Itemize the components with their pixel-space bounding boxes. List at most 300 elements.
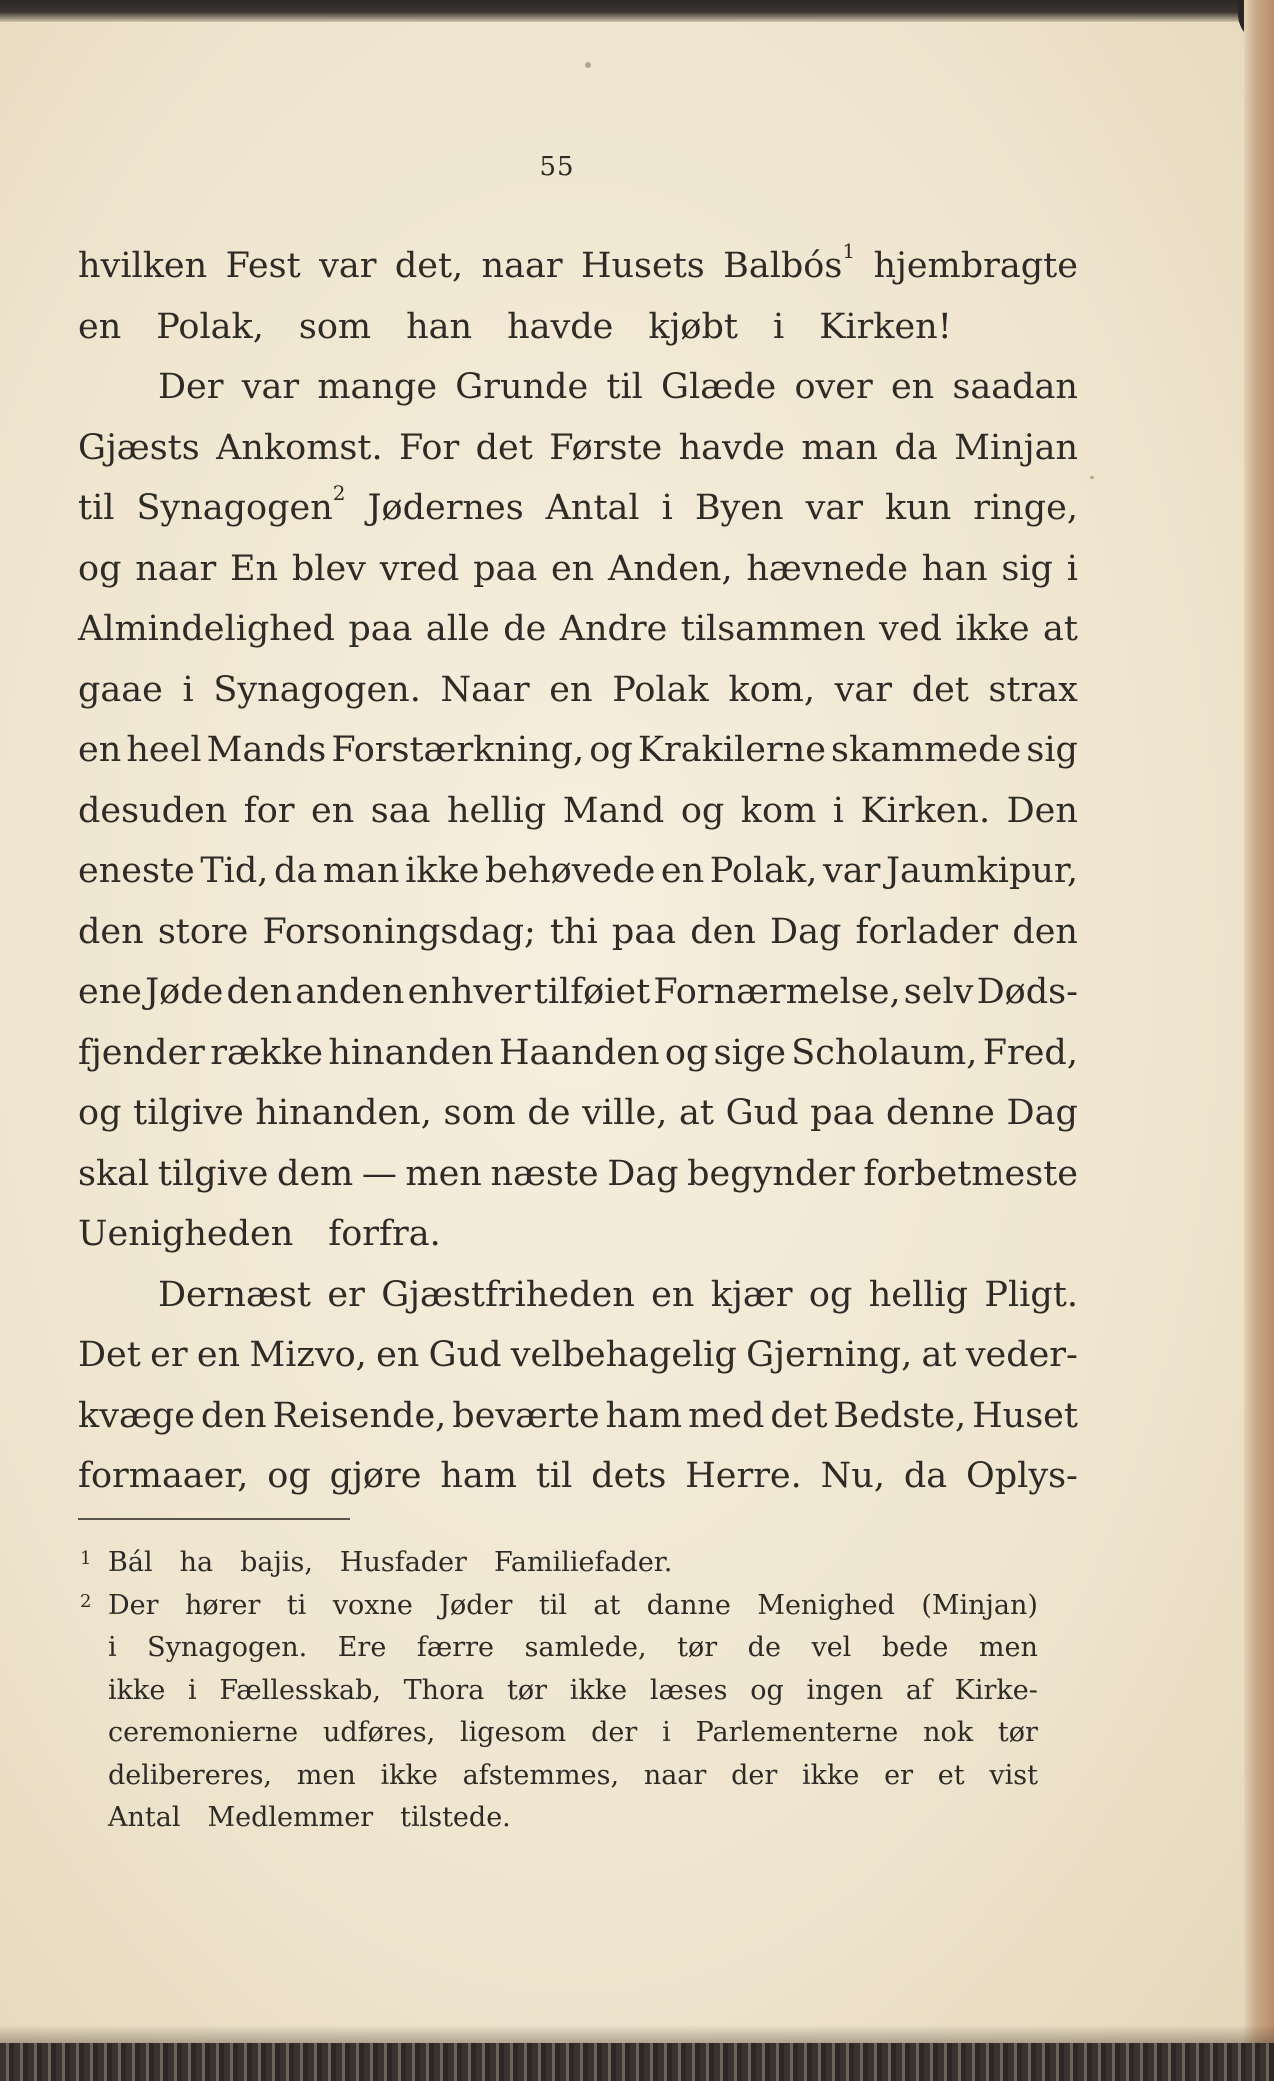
word <box>912 660 969 721</box>
word <box>226 236 301 297</box>
word-text: enhver <box>407 972 531 1012</box>
word-text: Polak, <box>156 306 264 347</box>
word-text: ikke <box>802 1759 860 1791</box>
word <box>661 357 776 418</box>
word <box>183 660 194 721</box>
word-text: Gjerning, <box>746 1335 913 1375</box>
word <box>328 1204 458 1265</box>
word-text: Menighed <box>757 1589 895 1621</box>
word <box>651 1265 694 1326</box>
word <box>966 1446 1078 1507</box>
word-text: det, <box>394 246 464 286</box>
word <box>873 236 1077 297</box>
word <box>126 720 201 781</box>
text-line <box>78 357 1078 418</box>
word-text: til <box>535 1456 573 1496</box>
word <box>371 781 431 842</box>
word <box>690 902 756 963</box>
word <box>78 781 227 842</box>
word-text: ved <box>879 609 942 649</box>
word-text: Gjæsts <box>78 427 200 468</box>
word <box>882 1627 949 1670</box>
word-text: tør <box>997 1717 1038 1748</box>
word <box>591 1712 637 1755</box>
word <box>525 1627 647 1670</box>
word-text: ti <box>286 1589 307 1621</box>
word <box>348 599 412 660</box>
word <box>1012 902 1078 963</box>
word-text: Gud <box>725 1093 799 1133</box>
word <box>490 1144 598 1205</box>
word <box>405 841 479 902</box>
word <box>714 1023 786 1084</box>
word-text: det <box>911 669 969 710</box>
word-text: kom <box>740 790 817 831</box>
word-text: han <box>921 548 988 589</box>
word <box>210 1023 323 1084</box>
word <box>922 1325 957 1386</box>
word-text: Ankomst. <box>216 427 383 468</box>
word-text: afstemmes, <box>462 1759 620 1791</box>
word <box>536 1446 572 1507</box>
word-text: bajis, <box>240 1547 313 1578</box>
word-text: thi <box>549 911 598 952</box>
word <box>606 1386 683 1447</box>
word-text: Polak <box>612 669 709 710</box>
word <box>906 1670 932 1713</box>
word <box>955 1670 1038 1713</box>
word-text: danne <box>646 1589 731 1621</box>
word <box>746 539 908 600</box>
word-text: ha <box>179 1547 214 1578</box>
word-text: i <box>182 669 194 710</box>
word-text: forlader <box>855 911 999 952</box>
word-text: alle <box>425 609 490 649</box>
word-text: hinanden, <box>255 1093 432 1133</box>
word <box>78 1204 311 1265</box>
footnote-line <box>108 1627 1038 1670</box>
word <box>1067 539 1078 600</box>
word <box>696 1712 899 1755</box>
word-text: tør <box>507 1674 548 1706</box>
word-text: Jødernes <box>367 488 524 528</box>
word <box>230 539 278 600</box>
word-text: — <box>361 1153 397 1194</box>
word-text: Antal <box>108 1802 181 1833</box>
paper-speck <box>1090 476 1094 479</box>
word-text: fjender <box>78 1032 205 1073</box>
text-line <box>78 599 1078 660</box>
word <box>856 902 999 963</box>
word-text: Mizvo, <box>249 1335 367 1375</box>
word <box>499 1023 659 1084</box>
word <box>833 1386 966 1447</box>
word-text: de <box>747 1632 781 1663</box>
word-text: til <box>78 488 115 528</box>
word-text: sig <box>1001 548 1053 589</box>
word-text: denne <box>885 1093 995 1133</box>
word-text: Gjæstfriheden <box>381 1274 635 1315</box>
word <box>972 1386 1078 1447</box>
word-text: man <box>801 427 878 468</box>
word <box>527 1083 570 1144</box>
word <box>476 418 533 479</box>
word-text: en <box>311 790 355 831</box>
word-text: ham <box>605 1395 683 1436</box>
word <box>810 1083 874 1144</box>
word <box>108 1627 117 1670</box>
word <box>188 1670 197 1713</box>
word <box>78 841 195 902</box>
word <box>726 1083 799 1144</box>
word <box>685 1446 802 1507</box>
word <box>323 841 400 902</box>
word <box>979 1627 1038 1670</box>
word <box>295 962 404 1023</box>
word <box>661 841 704 902</box>
word-text: forbetmeste <box>863 1153 1078 1194</box>
word-text: paa <box>611 911 677 952</box>
word-text: i <box>832 790 844 831</box>
word-text: Dag <box>1006 1093 1078 1133</box>
word-text: og <box>78 548 122 589</box>
word-text: og <box>589 730 633 770</box>
word <box>395 236 463 297</box>
word <box>570 1670 627 1713</box>
word-text: Bál <box>108 1547 153 1578</box>
word <box>240 1542 326 1585</box>
word-text: da <box>273 851 318 891</box>
word-text: blev <box>291 548 366 589</box>
word <box>135 539 216 600</box>
word <box>408 962 531 1023</box>
word <box>886 1083 995 1144</box>
word <box>952 357 1078 418</box>
word <box>299 297 389 358</box>
word <box>340 1542 481 1585</box>
word-text: hinanden <box>328 1032 494 1073</box>
word-text: hvilken <box>78 246 208 286</box>
word-text: Andre <box>559 609 668 649</box>
word-text: Fællesskab, <box>219 1674 381 1706</box>
word-text: og <box>750 1674 784 1706</box>
text-line <box>78 660 1078 721</box>
footnote-line <box>80 1542 1038 1585</box>
word <box>376 1325 419 1386</box>
word-text: sig <box>1026 730 1078 770</box>
word <box>440 1446 517 1507</box>
word <box>983 1023 1078 1084</box>
footnote-marker: 1 <box>80 1548 92 1569</box>
footnote-line <box>108 1755 1038 1798</box>
word <box>249 1325 366 1386</box>
word-text: Døds- <box>976 972 1078 1012</box>
word-text: saa <box>370 790 431 831</box>
word-text: i <box>1066 548 1078 589</box>
word-text: tilføiet <box>533 972 651 1012</box>
word-text: Tid, <box>200 851 269 891</box>
body-text <box>78 236 1078 1507</box>
word <box>227 962 293 1023</box>
word <box>511 1325 737 1386</box>
word-text: Naar <box>440 669 530 710</box>
word <box>287 1585 307 1628</box>
word <box>327 1265 364 1326</box>
word <box>757 1585 895 1628</box>
word <box>108 1712 298 1755</box>
word <box>665 1023 708 1084</box>
footnote-line <box>108 1712 1038 1755</box>
word <box>860 781 990 842</box>
word-text: kjøbt <box>648 306 738 347</box>
word-text: Synagogen. <box>213 669 421 710</box>
word <box>277 1144 353 1205</box>
word <box>185 1585 260 1628</box>
word-text: Uenigheden <box>78 1214 294 1254</box>
word-text: vel <box>811 1632 852 1663</box>
word-text: den <box>690 911 756 952</box>
word <box>644 1755 707 1798</box>
word-text: vist <box>989 1759 1038 1791</box>
word <box>801 418 878 479</box>
text-line <box>78 1204 1078 1265</box>
text-line <box>78 418 1078 479</box>
word-text: række <box>210 1032 324 1073</box>
word-text: en <box>890 367 935 407</box>
word-text: forfra. <box>328 1214 441 1254</box>
text-line <box>78 1446 1078 1507</box>
word <box>78 236 207 297</box>
word <box>452 1386 599 1447</box>
word <box>748 1627 781 1670</box>
word <box>108 1585 159 1628</box>
word <box>429 1325 502 1386</box>
word-text: hører <box>184 1589 261 1621</box>
word-text: (Minjan) <box>921 1589 1038 1621</box>
word <box>362 1144 397 1205</box>
word <box>885 478 951 539</box>
word-text: tør <box>677 1632 718 1663</box>
word-text: Almindelighed <box>78 609 335 649</box>
word-text: med <box>688 1395 765 1436</box>
word-text: tilsammen <box>680 609 866 649</box>
word <box>647 1585 731 1628</box>
word-text: men <box>296 1759 356 1791</box>
word-text: bede <box>881 1632 949 1663</box>
word <box>879 599 942 660</box>
word-text: Bedste, <box>833 1395 967 1436</box>
word-text: store <box>157 911 249 952</box>
word-text: Fest <box>225 246 301 286</box>
text-line <box>78 236 1078 297</box>
word <box>158 1144 269 1205</box>
word-text: da <box>894 427 938 468</box>
word-text: den <box>78 911 144 952</box>
page-bottom-edge <box>0 2043 1274 2081</box>
word <box>802 1755 859 1798</box>
word-text: Kirken. <box>860 790 991 831</box>
word-text: som <box>298 306 372 347</box>
word <box>447 781 546 842</box>
word-text: Gud <box>428 1335 502 1375</box>
word-text: Polak, <box>709 851 818 891</box>
word <box>662 478 673 539</box>
word-text: Ere <box>337 1632 387 1663</box>
word-text: til <box>538 1589 567 1621</box>
word <box>485 841 655 902</box>
word-text: beværte <box>452 1395 600 1436</box>
word-text: For <box>399 427 460 468</box>
word <box>381 1265 635 1326</box>
word <box>549 418 662 479</box>
word <box>638 720 826 781</box>
word-text: selv <box>903 972 974 1012</box>
page-top-edge <box>0 0 1274 22</box>
word <box>78 1023 205 1084</box>
word <box>648 297 755 358</box>
word <box>150 1325 187 1386</box>
word-text: Pligt. <box>984 1274 1078 1315</box>
footnote-line <box>108 1670 1038 1713</box>
word <box>606 357 642 418</box>
word-text: Fred, <box>982 1032 1078 1073</box>
word-text: i <box>188 1674 197 1706</box>
word-text: hellig <box>446 790 547 831</box>
word <box>405 1144 481 1205</box>
word <box>681 781 724 842</box>
word <box>679 1083 714 1144</box>
word <box>463 1755 619 1798</box>
word <box>608 539 733 600</box>
text-line <box>78 1083 1078 1144</box>
word-text: at <box>921 1335 957 1375</box>
word-text: den <box>1012 911 1078 952</box>
word-text: ikke <box>108 1674 166 1706</box>
word <box>984 1265 1078 1326</box>
word <box>133 1083 244 1144</box>
word <box>806 1670 883 1713</box>
word <box>688 1386 764 1447</box>
word-text: der <box>731 1759 778 1791</box>
word-text: naar <box>481 246 563 286</box>
word-text: Familiefader. <box>493 1547 673 1578</box>
word <box>108 1797 194 1840</box>
word-text: Oplys- <box>966 1456 1078 1496</box>
word <box>863 1144 1078 1205</box>
word-text: Der <box>108 1589 159 1621</box>
word <box>809 1265 852 1326</box>
text-line <box>78 1265 1078 1326</box>
word-text: Huset <box>972 1395 1078 1436</box>
word-text: en <box>196 1335 241 1375</box>
word <box>1043 599 1078 660</box>
word-text: Den <box>1006 790 1078 831</box>
word-text: Reisende, <box>272 1395 447 1436</box>
word <box>563 781 665 842</box>
word-text: Herre. <box>685 1456 802 1496</box>
word-text: i <box>108 1632 117 1663</box>
word <box>791 1023 977 1084</box>
word <box>441 660 530 721</box>
word <box>503 599 546 660</box>
word <box>551 539 594 600</box>
word <box>482 236 563 297</box>
word <box>821 1446 885 1507</box>
word-text: vred <box>379 548 460 589</box>
text-line <box>78 539 1078 600</box>
word <box>219 1670 381 1713</box>
word <box>78 1144 149 1205</box>
page-number: 55 <box>539 152 575 182</box>
word-text: en <box>78 306 122 347</box>
word-text: naar <box>643 1759 707 1791</box>
word-text: Nu, <box>820 1456 885 1496</box>
text-line <box>78 781 1078 842</box>
text-line <box>78 1144 1078 1205</box>
word <box>593 1585 620 1628</box>
text-line <box>78 902 1078 963</box>
word <box>158 1265 311 1326</box>
word <box>677 1627 717 1670</box>
word-text: det <box>770 1395 828 1436</box>
word <box>1001 539 1053 600</box>
word-text: var <box>805 488 863 528</box>
word-text: saadan <box>952 367 1078 407</box>
word-text: men <box>405 1153 482 1194</box>
word-text: der <box>591 1717 638 1748</box>
word-text: til <box>606 367 643 407</box>
word <box>330 1446 422 1507</box>
word-text: næste <box>490 1153 599 1194</box>
word <box>207 1797 386 1840</box>
paper-speck <box>585 62 591 68</box>
word <box>78 1386 195 1447</box>
word <box>108 1542 166 1585</box>
word <box>455 357 588 418</box>
word <box>582 1083 667 1144</box>
word <box>158 357 224 418</box>
word <box>136 478 345 539</box>
word-text: anden <box>295 972 405 1012</box>
word <box>78 478 114 539</box>
word-text: Byen <box>694 488 784 528</box>
word-text: det <box>475 427 533 468</box>
word-text: at <box>593 1589 621 1621</box>
word <box>989 1755 1038 1798</box>
word <box>78 297 139 358</box>
footnote-line <box>108 1797 1038 1840</box>
word-text: udføres, <box>322 1717 436 1748</box>
word <box>589 720 632 781</box>
word-text: havde <box>678 427 785 468</box>
word <box>770 1386 827 1447</box>
word <box>78 962 142 1023</box>
word <box>833 781 844 842</box>
word-text: en <box>376 1335 420 1375</box>
word <box>894 418 937 479</box>
word-text: var <box>834 669 893 710</box>
word <box>460 1712 566 1755</box>
word <box>317 357 437 418</box>
word <box>473 539 537 600</box>
word-text: gaae <box>78 669 163 710</box>
word-text: Første <box>549 427 663 468</box>
word-text: en <box>660 851 705 891</box>
word <box>966 1325 1078 1386</box>
word <box>292 539 366 600</box>
word-text: som <box>443 1093 516 1133</box>
word-text: ingen <box>806 1674 884 1706</box>
